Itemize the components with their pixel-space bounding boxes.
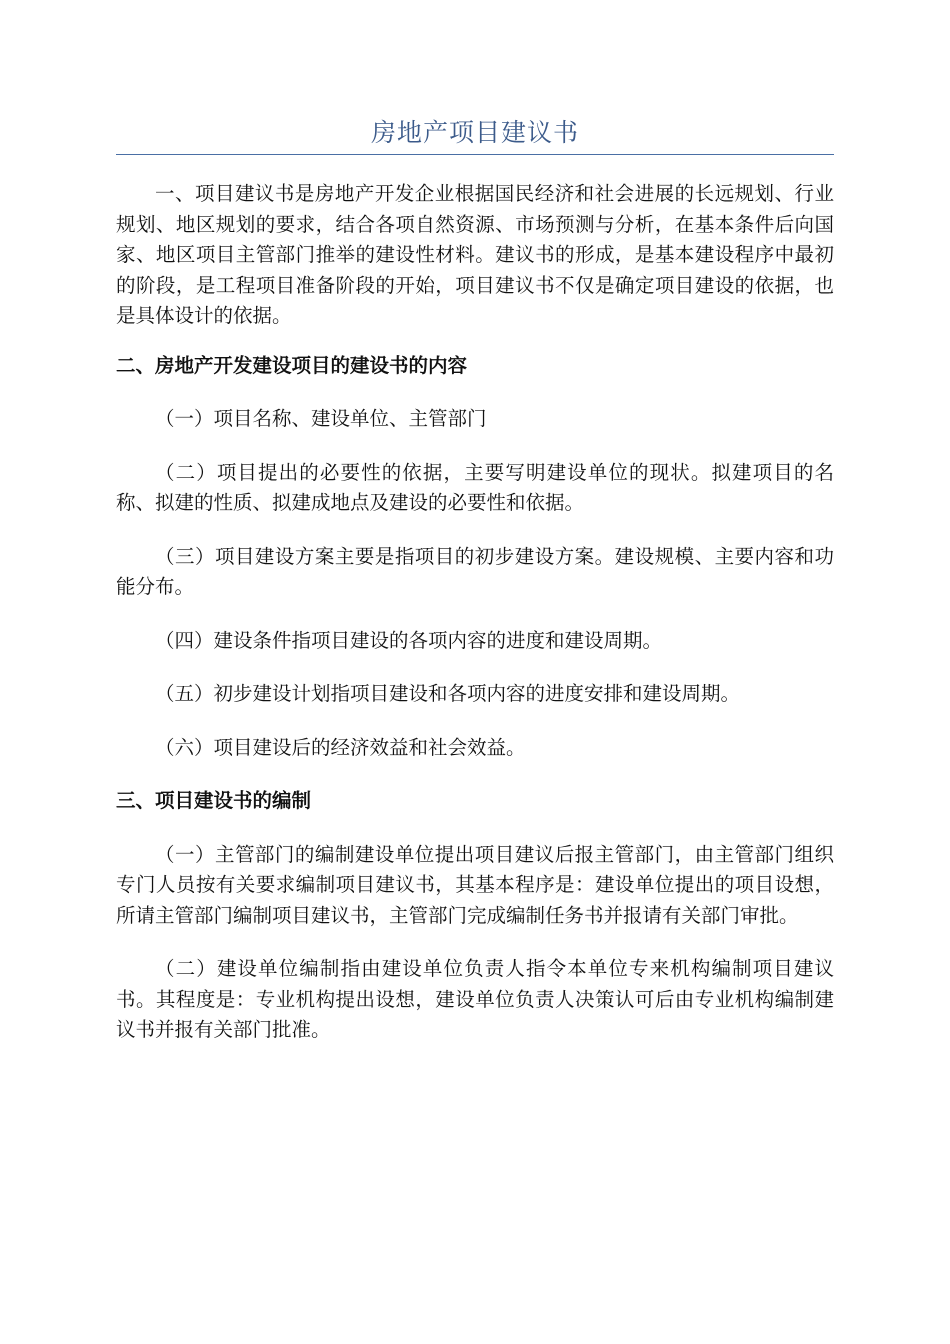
section-2-item-3: （三）项目建设方案主要是指项目的初步建设方案。建设规模、主要内容和功能分布。 xyxy=(116,544,834,598)
section-2-item-2: （二）项目提出的必要性的依据，主要写明建设单位的现状。拟建项目的名称、拟建的性质、拟建成地点及建设的必要性和依据。 xyxy=(116,460,834,514)
section-2-item-1: （一）项目名称、建设单位、主管部门 xyxy=(155,407,487,430)
section-2-item-4: （四）建设条件指项目建设的各项内容的进度和建设周期。 xyxy=(155,628,663,652)
section-3-heading: 三、项目建设书的编制 xyxy=(116,789,312,812)
document-title: 房地产项目建议书 xyxy=(116,112,834,155)
section-2-item-5: （五）初步建设计划指项目建设和各项内容的进度安排和建设周期。 xyxy=(155,682,741,705)
intro-paragraph: 一、项目建议书是房地产开发企业根据国民经济和社会进展的长远规划、行业规划、地区规划的要求，结合各项自然资源、市场预测与分析，在基本条件后向国家、地区项目主管部门推举的建设性材料。建议书的形成，是基本建设程序中最初的阶段，是工程项目准备阶段的开始，项目建议书不仅是确定项目建设的依据，也是具体设计的依据。 xyxy=(116,182,834,327)
section-3-item-2: （二）建设单位编制指由建设单位负责人指令本单位专来机构编制项目建议书。其程度是：专业机构提出设想，建设单位负责人决策认可后由专业机构编制建议书并报有关部门批准。 xyxy=(116,957,834,1041)
section-2-heading: 二、房地产开发建设项目的建设书的内容 xyxy=(116,353,468,377)
section-2-item-6: （六）项目建设后的经济效益和社会效益。 xyxy=(155,735,526,759)
section-3-item-1: （一）主管部门的编制建设单位提出项目建议后报主管部门，由主管部门组织专门人员按有关要求编制项目建议书，其基本程序是：建设单位提出的项目设想，所请主管部门编制项目建议书，主管部门完成编制任务书并报请有关部门审批。 xyxy=(116,842,834,927)
document-page xyxy=(116,0,834,1046)
